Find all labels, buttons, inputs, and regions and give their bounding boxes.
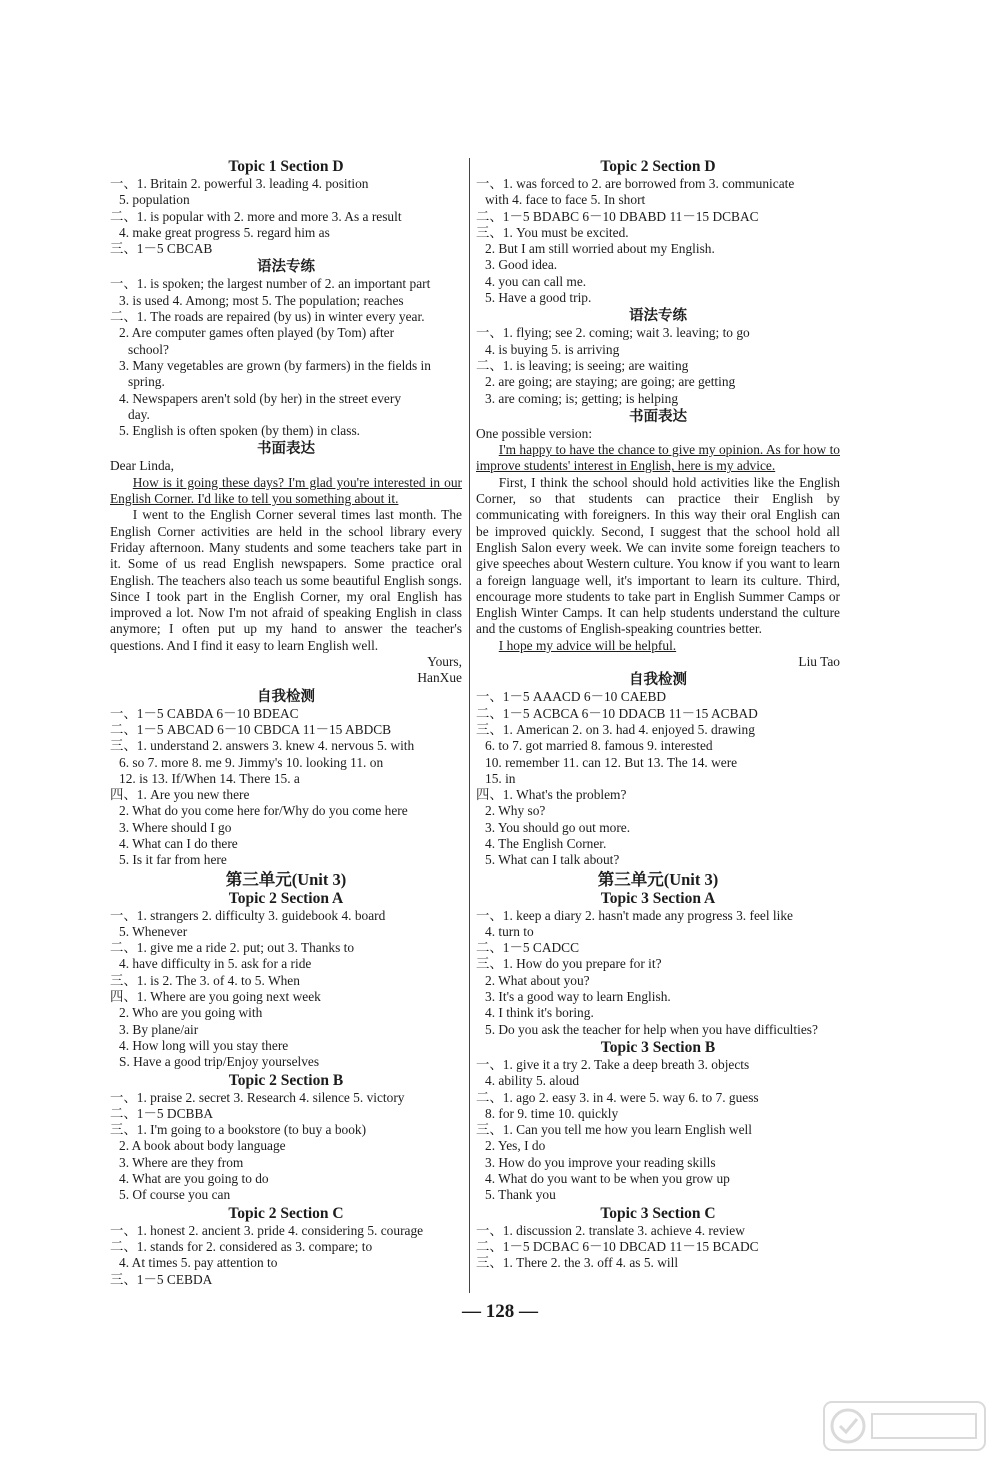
answer-block xyxy=(110,458,462,474)
answer-block xyxy=(476,325,840,406)
answer-block xyxy=(110,176,462,257)
answer-line: 3. Many vegetables are grown (by farmers) in the fields in xyxy=(119,357,431,373)
answer-block xyxy=(110,706,462,869)
answer-line: 4. At times 5. pay attention to xyxy=(119,1255,278,1271)
answer-line: 2. A book about body language xyxy=(119,1138,286,1154)
answer-block xyxy=(110,908,462,1071)
right-column xyxy=(476,157,840,1272)
answer-line: 二、1. is leaving; is seeing; are waiting xyxy=(476,357,689,373)
answer-line: 二、1－5 BDABC 6－10 DBABD 11－15 DCBAC xyxy=(476,208,759,224)
section-heading: 语法专练 xyxy=(629,308,687,325)
answer-line: 三、1. There 2. the 3. off 4. as 5. will xyxy=(476,1255,679,1271)
section-heading: 自我检测 xyxy=(629,672,687,689)
answer-line: 4. turn to xyxy=(485,923,534,939)
answer-line: 四、1. Are you new there xyxy=(110,787,250,803)
answer-line: 二、1－5 CADCC xyxy=(476,940,580,956)
watermark-logo xyxy=(822,1400,987,1452)
answer-block xyxy=(476,689,840,868)
essay-paragraph: I'm happy to have the chance to give my opinion. As for how to improve students' interest in English, here is my advice. xyxy=(476,442,840,474)
answer-line: 3. Where should I go xyxy=(119,819,232,835)
answer-line: 3. Where are they from xyxy=(119,1154,244,1170)
answer-line: 三、1. is 2. The 3. of 4. to 5. When xyxy=(110,972,300,988)
answer-line: 6. to 7. got married 8. famous 9. interested xyxy=(485,738,713,754)
essay-paragraph: How is it going these days? I'm glad you're interested in our English Corner. I'd like to tell you something about it. xyxy=(110,474,462,507)
signature-line: Liu Tao xyxy=(798,654,840,670)
answer-block xyxy=(476,426,840,442)
answer-line: 二、1. The roads are repaired (by us) in winter every year. xyxy=(110,309,425,325)
answer-line: 4. Newspapers aren't sold (by her) in the street every xyxy=(119,390,402,406)
essay-paragraph: First, I think the school should hold activities like the English Corner, so that students can practice their English by communicating with foreigners. In this way their oral English can be improved quickly. Second, I suggest that the school hold all English Salon every week. We can invite some foreign teachers to give speeches about Western culture. You know if you want to learn a foreign language well, it's important to learn its culture. Third, encourage more students to take part in English Summer Camps or English Winter Camps. It can help students understand the culture and the customs of English-speaking countries better. xyxy=(476,474,840,637)
answer-line: 2. Who are you going with xyxy=(119,1005,263,1021)
answer-line: 3. are coming; is; getting; is helping xyxy=(485,390,679,406)
answer-line: 5. English is often spoken (by them) in class. xyxy=(119,423,360,439)
answer-line: 三、1. Can you tell me how you learn English well xyxy=(476,1122,752,1138)
answer-line: 2. What about you? xyxy=(485,972,590,988)
page-number: — 128 — xyxy=(462,1301,538,1322)
answer-line: 三、1. understand 2. answers 3. knew 4. nervous 5. with xyxy=(110,738,415,754)
answer-line: 5. What can I talk about? xyxy=(485,852,620,868)
answer-line: 3. is used 4. Among; most 5. The population; reaches xyxy=(119,292,404,308)
answer-line: 三、1. American 2. on 3. had 4. enjoyed 5. drawing xyxy=(476,721,755,737)
answer-line: 二、1. stands for 2. considered as 3. compare; to xyxy=(110,1238,373,1254)
answer-line: 4. What are you going to do xyxy=(119,1171,269,1187)
section-heading: Topic 2 Section B xyxy=(228,1071,344,1089)
answer-line: 4. I think it's boring. xyxy=(485,1005,594,1021)
answer-line: 3. Good idea. xyxy=(485,257,558,273)
answer-line: 一、1. discussion 2. translate 3. achieve 4. review xyxy=(476,1222,745,1238)
answer-line: 2. Why so? xyxy=(485,803,546,819)
answer-line: One possible version: xyxy=(476,425,593,441)
answer-block xyxy=(110,276,462,439)
answer-line: 一、1. flying; see 2. coming; wait 3. leaving; to go xyxy=(476,325,750,341)
answer-line: 5. population xyxy=(119,192,190,208)
section-heading: Topic 3 Section A xyxy=(600,889,716,907)
answer-line: 4. have difficulty in 5. ask for a ride xyxy=(119,956,312,972)
section-heading: Topic 3 Section B xyxy=(600,1038,716,1056)
answer-line: 5. Have a good trip. xyxy=(485,290,592,306)
answer-line: 三、1. How do you prepare for it? xyxy=(476,956,662,972)
answer-line: school? xyxy=(128,341,169,357)
answer-line: 三、1. You must be excited. xyxy=(476,224,629,240)
answer-line: 一、1. give it a try 2. Take a deep breath 3. objects xyxy=(476,1056,750,1072)
answer-line: 4. is buying 5. is arriving xyxy=(485,341,620,357)
answer-block xyxy=(476,908,840,1038)
answer-line: 4. What do you want to be when you grow up xyxy=(485,1171,730,1187)
essay-paragraph: I went to the English Corner several times last month. The English Corner activities are held in the school library every Friday afternoon. Many students and some teachers take part in it. Some of us read English newspapers. Some practice oral English. The teachers also teach us some beautiful English songs. Since I took part in the English Corner, my oral English has improved a lot. Now I'm not afraid of speaking English in class anymore; I often put up my hand to answer the teacher's questions. And I find it easy to learn English well. xyxy=(110,507,462,653)
answer-line: spring. xyxy=(128,374,165,390)
answer-line: S. Have a good trip/Enjoy yourselves xyxy=(119,1054,320,1070)
answer-line: 二、1. is popular with 2. more and more 3. As a result xyxy=(110,208,402,224)
answer-block xyxy=(476,1057,840,1204)
answer-line: 15. in xyxy=(485,770,516,786)
section-heading: Topic 2 Section A xyxy=(228,889,344,907)
answer-line: 一、1. was forced to 2. are borrowed from 3. communicate xyxy=(476,176,795,191)
answer-line: 三、1－5 CEBDA xyxy=(110,1271,213,1287)
answer-line: 4. you can call me. xyxy=(485,273,587,289)
answer-line: 3. It's a good way to learn English. xyxy=(485,989,671,1005)
answer-line: 4. How long will you stay there xyxy=(119,1037,289,1053)
answer-line: 3. You should go out more. xyxy=(485,819,631,835)
answer-line: 二、1. ago 2. easy 3. in 4. were 5. way 6. to 7. guess xyxy=(476,1089,759,1105)
answer-line: 5. Of course you can xyxy=(119,1187,231,1203)
section-heading: Topic 2 Section C xyxy=(228,1204,344,1222)
answer-line: 一、1－5 CABDA 6－10 BDEAC xyxy=(110,705,299,721)
answer-line: 10. remember 11. can 12. But 13. The 14. were xyxy=(485,754,738,770)
section-heading: Topic 2 Section D xyxy=(600,158,716,175)
answer-line: with 4. face to face 5. In short xyxy=(485,192,646,208)
answer-line: 2. But I am still worried about my English. xyxy=(485,241,715,257)
column-divider xyxy=(469,158,470,1293)
answer-line: 5. Do you ask the teacher for help when you have difficulties? xyxy=(485,1021,818,1037)
signature-line: Yours, xyxy=(427,654,462,670)
answer-block xyxy=(476,1223,840,1272)
answer-line: 一、1. is spoken; the largest number of 2. an important part xyxy=(110,276,431,292)
signature-line: HanXue xyxy=(417,670,462,686)
answer-line: 三、1－5 CBCAB xyxy=(110,241,213,257)
section-heading: 自我检测 xyxy=(257,688,315,705)
answer-line: 一、1. honest 2. ancient 3. pride 4. considering 5. courage xyxy=(110,1222,424,1238)
answer-line: 四、1. What's the problem? xyxy=(476,787,627,803)
answer-line: 4. make great progress 5. regard him as xyxy=(119,224,330,240)
answer-line: day. xyxy=(128,406,150,422)
section-heading: 语法专练 xyxy=(257,259,315,276)
answer-line: 5. Is it far from here xyxy=(119,852,227,868)
answer-line: 二、1－5 DCBBA xyxy=(110,1105,214,1121)
left-column xyxy=(110,157,462,1288)
answer-line: 一、1－5 AAACD 6－10 CAEBD xyxy=(476,689,667,705)
unit-title: 第三单元(Unit 3) xyxy=(597,869,719,889)
answer-line: 3. By plane/air xyxy=(119,1021,199,1037)
section-heading: Topic 1 Section D xyxy=(228,158,344,175)
answer-line: 三、1. I'm going to a bookstore (to buy a book) xyxy=(110,1122,367,1138)
section-heading: 书面表达 xyxy=(257,441,315,458)
section-heading: Topic 3 Section C xyxy=(600,1204,716,1222)
answer-line: 四、1. Where are you going next week xyxy=(110,989,321,1005)
answer-line: 2. are going; are staying; are going; are getting xyxy=(485,374,736,390)
answer-line: 一、1. keep a diary 2. hasn't made any progress 3. feel like xyxy=(476,907,793,923)
answer-block xyxy=(476,176,840,306)
answer-line: 4. What can I do there xyxy=(119,835,238,851)
answer-block xyxy=(110,1090,462,1204)
answer-line: 12. is 13. If/When 14. There 15. a xyxy=(119,770,300,786)
answer-line: 二、1－5 ACBCA 6－10 DDACB 11－15 ACBAD xyxy=(476,705,758,721)
answer-line: 6. so 7. more 8. me 9. Jimmy's 10. looking 11. on xyxy=(119,754,384,770)
section-heading: 书面表达 xyxy=(629,408,687,425)
answer-line: 4. ability 5. aloud xyxy=(485,1073,580,1089)
answer-line: 8. for 9. time 10. quickly xyxy=(485,1105,619,1121)
unit-title: 第三单元(Unit 3) xyxy=(225,869,347,889)
answer-line: 3. How do you improve your reading skills xyxy=(485,1154,716,1170)
answer-line: 2. Are computer games often played (by Tom) after xyxy=(119,325,395,341)
answer-line: 一、1. praise 2. secret 3. Research 4. silence 5. victory xyxy=(110,1089,405,1105)
answer-line: 2. Yes, I do xyxy=(485,1138,546,1154)
answer-line: 4. The English Corner. xyxy=(485,835,607,851)
answer-line: 5. Whenever xyxy=(119,923,188,939)
answer-line: 5. Thank you xyxy=(485,1187,556,1203)
answer-line: 一、1. strangers 2. difficulty 3. guidebook 4. board xyxy=(110,907,386,923)
answer-line: 一、1. Britain 2. powerful 3. leading 4. position xyxy=(110,176,369,191)
answer-line: 二、1. give me a ride 2. put; out 3. Thanks to xyxy=(110,940,355,956)
essay-paragraph: I hope my advice will be helpful. xyxy=(498,637,677,653)
answer-line: 二、1－5 DCBAC 6－10 DBCAD 11－15 BCADC xyxy=(476,1238,759,1254)
answer-block xyxy=(110,1223,462,1288)
answer-line: 2. What do you come here for/Why do you come here xyxy=(119,803,408,819)
answer-line: Dear Linda, xyxy=(110,458,174,474)
answer-line: 二、1－5 ABCAD 6－10 CBDCA 11－15 ABDCB xyxy=(110,721,392,737)
